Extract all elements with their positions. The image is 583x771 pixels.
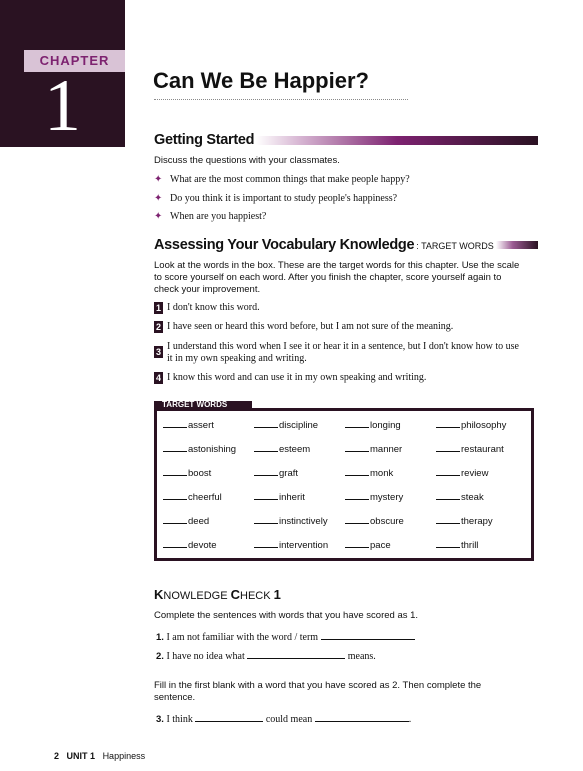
kc-smallcaps: NOWLEDGE: [163, 590, 231, 602]
scale-row: [154, 302, 260, 314]
score-blank[interactable]: [436, 475, 460, 476]
kc-item-number: 2.: [156, 651, 164, 662]
score-blank[interactable]: [254, 547, 278, 548]
score-blank[interactable]: [436, 523, 460, 524]
target-word: steak: [461, 492, 484, 503]
title-divider: [154, 99, 408, 100]
score-blank[interactable]: [163, 427, 187, 428]
target-word: therapy: [461, 516, 493, 527]
target-word: review: [461, 468, 489, 479]
kc-initial: C: [230, 587, 241, 602]
answer-blank[interactable]: [195, 712, 263, 722]
scale-row: [154, 321, 454, 333]
target-word-item: [345, 444, 402, 455]
score-blank[interactable]: [254, 499, 278, 500]
answer-blank[interactable]: [315, 712, 409, 722]
target-word-item: [345, 420, 401, 431]
kc-item-text: could mean: [265, 714, 313, 725]
kc-item-text: I have no idea what: [166, 651, 245, 662]
getting-started-heading: Getting Started: [154, 132, 255, 148]
score-blank[interactable]: [163, 499, 187, 500]
score-blank[interactable]: [345, 427, 369, 428]
target-word: deed: [188, 516, 210, 527]
target-word-item: [436, 444, 504, 455]
kc-item: [156, 630, 415, 643]
score-blank[interactable]: [345, 547, 369, 548]
vocab-heading: [154, 237, 494, 253]
target-word-item: [436, 468, 488, 479]
star-bullet-icon: ✦: [154, 174, 163, 185]
target-word-item: [254, 444, 310, 455]
target-word-item: [436, 420, 506, 431]
score-blank[interactable]: [163, 475, 187, 476]
scale-number: 1: [155, 303, 161, 313]
target-word-item: [345, 468, 393, 479]
target-words-label: TARGET WORDS: [162, 400, 228, 409]
scale-text: I understand this word when I see it or hear it in a sentence, but I don't know how to use it in my own speaking and writing.: [167, 341, 519, 364]
target-word: mystery: [370, 492, 404, 503]
scale-number: 4: [155, 373, 161, 383]
page-number: 2: [54, 751, 60, 761]
target-word-item: [345, 492, 403, 503]
target-word: restaurant: [461, 444, 504, 455]
score-blank[interactable]: [163, 547, 187, 548]
target-word: esteem: [279, 444, 311, 455]
score-blank[interactable]: [345, 475, 369, 476]
target-word: monk: [370, 468, 394, 479]
target-word: devote: [188, 540, 217, 551]
score-blank[interactable]: [436, 499, 460, 500]
target-word: manner: [370, 444, 403, 455]
kc-item-number: 3.: [156, 714, 164, 725]
target-word: astonishing: [188, 444, 237, 455]
scale-row: [154, 372, 427, 384]
target-word-item: [254, 492, 305, 503]
target-word: cheerful: [188, 492, 222, 503]
score-blank[interactable]: [436, 427, 460, 428]
scale-text: I have seen or heard this word before, but I am not sure of the meaning.: [167, 321, 454, 332]
target-word: graft: [279, 468, 299, 479]
score-blank[interactable]: [254, 475, 278, 476]
score-blank[interactable]: [436, 451, 460, 452]
kc-item-text: I think: [166, 714, 193, 725]
score-blank[interactable]: [254, 523, 278, 524]
kc-item: [156, 649, 376, 662]
target-word-item: [163, 540, 217, 551]
score-blank[interactable]: [254, 427, 278, 428]
scale-row: [154, 343, 534, 369]
target-word-item: [436, 492, 484, 503]
unit-topic: Happiness: [102, 751, 146, 761]
scale-text: I don't know this word.: [167, 302, 260, 313]
score-blank[interactable]: [436, 547, 460, 548]
target-word-item: [254, 516, 328, 527]
target-word-item: [345, 516, 404, 527]
knowledge-check-instruction: Complete the sentences with words that you have scored as 1.: [154, 610, 419, 621]
unit-label: UNIT 1: [66, 751, 96, 761]
target-word: instinctively: [279, 516, 328, 527]
target-word-item: [436, 516, 493, 527]
score-blank[interactable]: [163, 523, 187, 524]
target-word-item: [436, 540, 478, 551]
kc-item-number: 1.: [156, 632, 164, 643]
target-word-item: [163, 492, 222, 503]
target-word-item: [163, 420, 214, 431]
target-word: boost: [188, 468, 212, 479]
target-word-item: [345, 540, 391, 551]
page-title: Can We Be Happier?: [153, 68, 369, 93]
target-word: pace: [370, 540, 391, 551]
target-word: longing: [370, 420, 401, 431]
score-blank[interactable]: [345, 451, 369, 452]
target-word: inherit: [279, 492, 305, 503]
heading-gradient-bar: [256, 136, 538, 145]
question-item: [154, 193, 397, 204]
chapter-label: CHAPTER: [39, 53, 110, 68]
target-word: obscure: [370, 516, 404, 527]
target-word: intervention: [279, 540, 329, 551]
question-text: Do you think it is important to study people's happiness?: [170, 193, 398, 204]
kc-item-text: I am not familiar with the word / term: [166, 632, 319, 643]
target-word-item: [254, 540, 328, 551]
target-word-item: [163, 468, 211, 479]
vocab-heading-text: Assessing Your Vocabulary Knowledge: [154, 237, 415, 253]
question-item: [154, 211, 266, 222]
scale-number: 2: [155, 322, 161, 332]
target-word-item: [254, 420, 318, 431]
answer-blank[interactable]: [321, 630, 415, 640]
star-bullet-icon: ✦: [154, 211, 163, 222]
chapter-number: 1: [44, 65, 81, 147]
kc-item: [156, 712, 411, 725]
score-blank[interactable]: [345, 499, 369, 500]
question-item: [154, 174, 410, 185]
score-blank[interactable]: [163, 451, 187, 452]
target-word: assert: [188, 420, 214, 431]
target-word-item: [163, 516, 209, 527]
knowledge-check-heading: [154, 587, 281, 602]
target-word: discipline: [279, 420, 319, 431]
question-text: When are you happiest?: [170, 211, 267, 222]
kc-number: 1: [273, 587, 281, 602]
kc-initial: K: [154, 587, 164, 602]
scale-number: 3: [155, 347, 161, 357]
score-blank[interactable]: [254, 451, 278, 452]
target-word: philosophy: [461, 420, 507, 431]
score-blank[interactable]: [345, 523, 369, 524]
vocab-heading-suffix: : TARGET WORDS: [416, 241, 494, 251]
discuss-instruction: Discuss the questions with your classmates.: [154, 155, 340, 166]
knowledge-check-instruction-2: Fill in the first blank with a word that you have scored as 2. Then complete the sentence.: [154, 680, 482, 703]
target-word-item: [163, 444, 236, 455]
question-text: What are the most common things that make people happy?: [170, 174, 410, 185]
heading-gradient-bar: [496, 241, 538, 249]
target-word: thrill: [461, 540, 479, 551]
star-bullet-icon: ✦: [154, 193, 163, 204]
kc-item-text-after: means.: [347, 651, 376, 662]
target-word-item: [254, 468, 298, 479]
kc-item-text: .: [408, 714, 412, 725]
kc-smallcaps: HECK: [240, 590, 274, 602]
scale-text: I know this word and can use it in my own speaking and writing.: [167, 372, 427, 383]
vocab-intro: Look at the words in the box. These are the target words for this chapter. Use the scale to score yourself on each word. After you finish the chapter, score yourself again to check your improvement.: [154, 260, 520, 295]
page-footer: [54, 751, 145, 761]
answer-blank[interactable]: [247, 649, 345, 659]
